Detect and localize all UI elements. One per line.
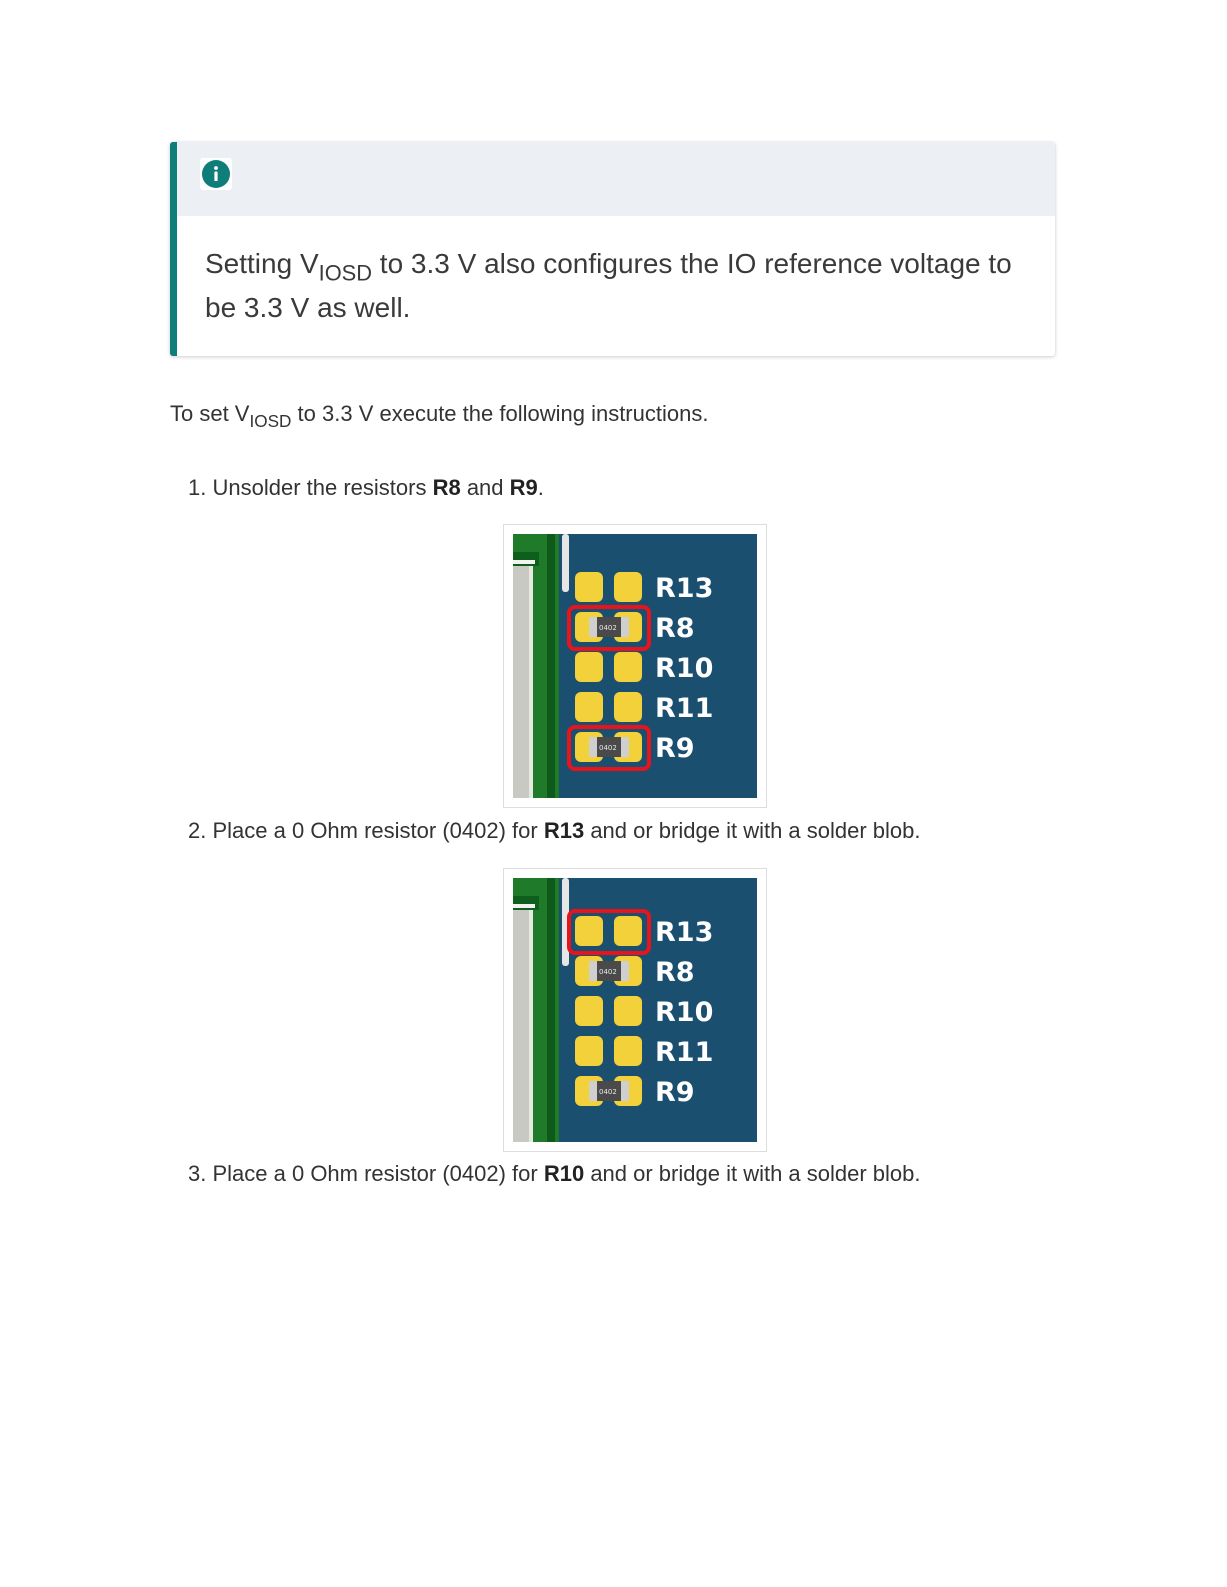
resistor-chip-r8 xyxy=(589,961,629,981)
label-r10: R10 xyxy=(655,997,714,1028)
resistor-chip-r9 xyxy=(589,1081,629,1101)
label-r8: R8 xyxy=(655,957,695,988)
intro-paragraph: To set $V_{IOSD}$ to 3.3 V execute the following instructions. xyxy=(170,401,709,431)
svg-text:0402: 0402 xyxy=(599,1088,617,1096)
info-icon xyxy=(200,158,232,190)
pcb-figure-unsolder-r8-r9 xyxy=(503,524,767,808)
label-r9: R9 xyxy=(655,1077,695,1108)
svg-text:0402: 0402 xyxy=(599,624,617,632)
label-r11: R11 xyxy=(655,693,714,724)
label-r13: R13 xyxy=(655,917,714,948)
label-r10: R10 xyxy=(655,653,714,684)
label-r9: R9 xyxy=(655,733,695,764)
pcb-figure-r13 xyxy=(503,868,767,1152)
label-r8: R8 xyxy=(655,613,695,644)
resistor-chip-r9 xyxy=(589,737,629,757)
svg-text:0402: 0402 xyxy=(599,968,617,976)
resistor-chip-r8 xyxy=(589,617,629,637)
label-r11: R11 xyxy=(655,1037,714,1068)
admonition-header xyxy=(177,142,1055,216)
pcb-image xyxy=(513,534,757,798)
label-r13: R13 xyxy=(655,573,714,604)
svg-text:0402: 0402 xyxy=(599,744,617,752)
info-admonition xyxy=(170,142,1055,356)
pcb-image xyxy=(513,878,757,1142)
admonition-text: Setting $V_{IOSD}$ to 3.3 V also configures the IO reference voltage to be 3.3 V as well. xyxy=(205,248,1012,323)
step-3: 3. Place a 0 Ohm resistor (0402) for R10 and or bridge it with a solder blob. xyxy=(188,1161,921,1186)
step-2: 2. Place a 0 Ohm resistor (0402) for R13 and or bridge it with a solder blob. xyxy=(188,818,921,843)
step-1: 1. Unsolder the resistors R8 and R9. xyxy=(188,475,544,500)
